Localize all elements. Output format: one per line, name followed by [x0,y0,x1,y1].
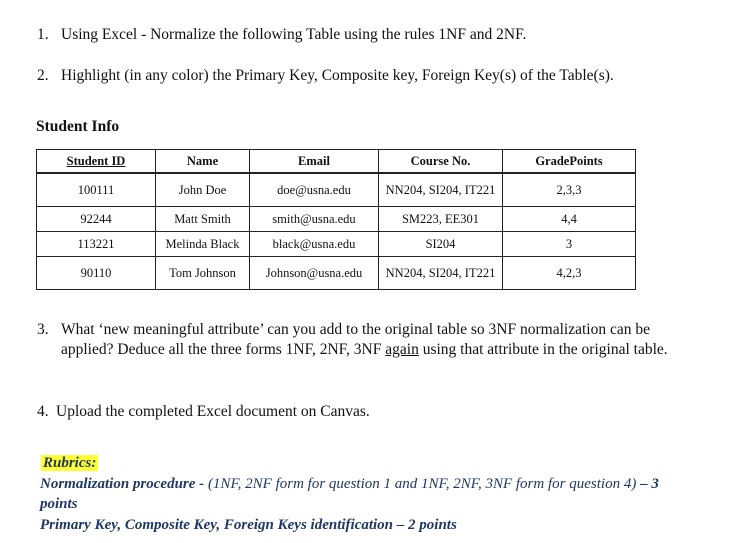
cell-student-id: 100111 [37,173,156,207]
cell-email: Johnson@usna.edu [250,257,379,290]
cell-gradepoints: 3 [503,232,636,257]
rubrics-block [36,453,686,535]
question-number: 2. [37,67,49,84]
question-text: Highlight (in any color) the Primary Key, Composite key, Foreign Key(s) of the Table(s). [61,67,614,84]
table-row [37,257,636,290]
question-text: Using Excel - Normalize the following Table using the rules 1NF and 2NF. [61,26,527,43]
cell-gradepoints: 4,2,3 [503,257,636,290]
rubric-label: Normalization procedure - [40,475,208,492]
cell-name: Matt Smith [156,207,250,232]
question-number: 3. [37,321,49,338]
student-info-table [36,149,636,290]
cell-email: black@usna.edu [250,232,379,257]
question-text-part: using that attribute in the original table. [418,341,668,358]
table-row [37,207,636,232]
question-text [61,320,691,360]
rubric-keys: Primary Key, Composite Key, Foreign Keys identification – 2 points [40,516,457,533]
table-row [37,173,636,207]
header-course-no: Course No. [379,150,503,174]
rubric-normalization [36,474,686,515]
emphasis-again: again [385,341,419,358]
rubrics-title: Rubrics: [43,455,97,471]
header-name: Name [156,150,250,174]
cell-gradepoints: 2,3,3 [503,173,636,207]
question-number: 1. [37,26,49,43]
cell-email: doe@usna.edu [250,173,379,207]
cell-student-id: 90110 [37,257,156,290]
cell-email: smith@usna.edu [250,207,379,232]
header-email: Email [250,150,379,174]
question-number: 4. [37,403,49,420]
rubric-points: – 3 points [40,475,659,512]
question-text-part: What ‘new meaningful attribute’ can you add to the original table so 3NF normalization can be applied? Deduce all the three forms 1NF, 2NF, 3NF [61,321,650,358]
table-row [37,232,636,257]
cell-course-no: NN204, SI204, IT221 [379,257,503,290]
cell-student-id: 92244 [37,207,156,232]
cell-course-no: SM223, EE301 [379,207,503,232]
cell-name: John Doe [156,173,250,207]
rubric-detail: (1NF, 2NF form for question 1 and 1NF, 2NF, 3NF form for question 4) [207,475,637,492]
header-student-id: Student ID [37,150,156,174]
cell-student-id: 113221 [37,232,156,257]
table-header-row [37,150,636,174]
cell-name: Melinda Black [156,232,250,257]
cell-course-no: NN204, SI204, IT221 [379,173,503,207]
cell-name: Tom Johnson [156,257,250,290]
question-text: Upload the completed Excel document on Canvas. [56,403,370,420]
cell-course-no: SI204 [379,232,503,257]
header-gradepoints: GradePoints [503,150,636,174]
cell-gradepoints: 4,4 [503,207,636,232]
section-title: Student Info [36,118,120,135]
